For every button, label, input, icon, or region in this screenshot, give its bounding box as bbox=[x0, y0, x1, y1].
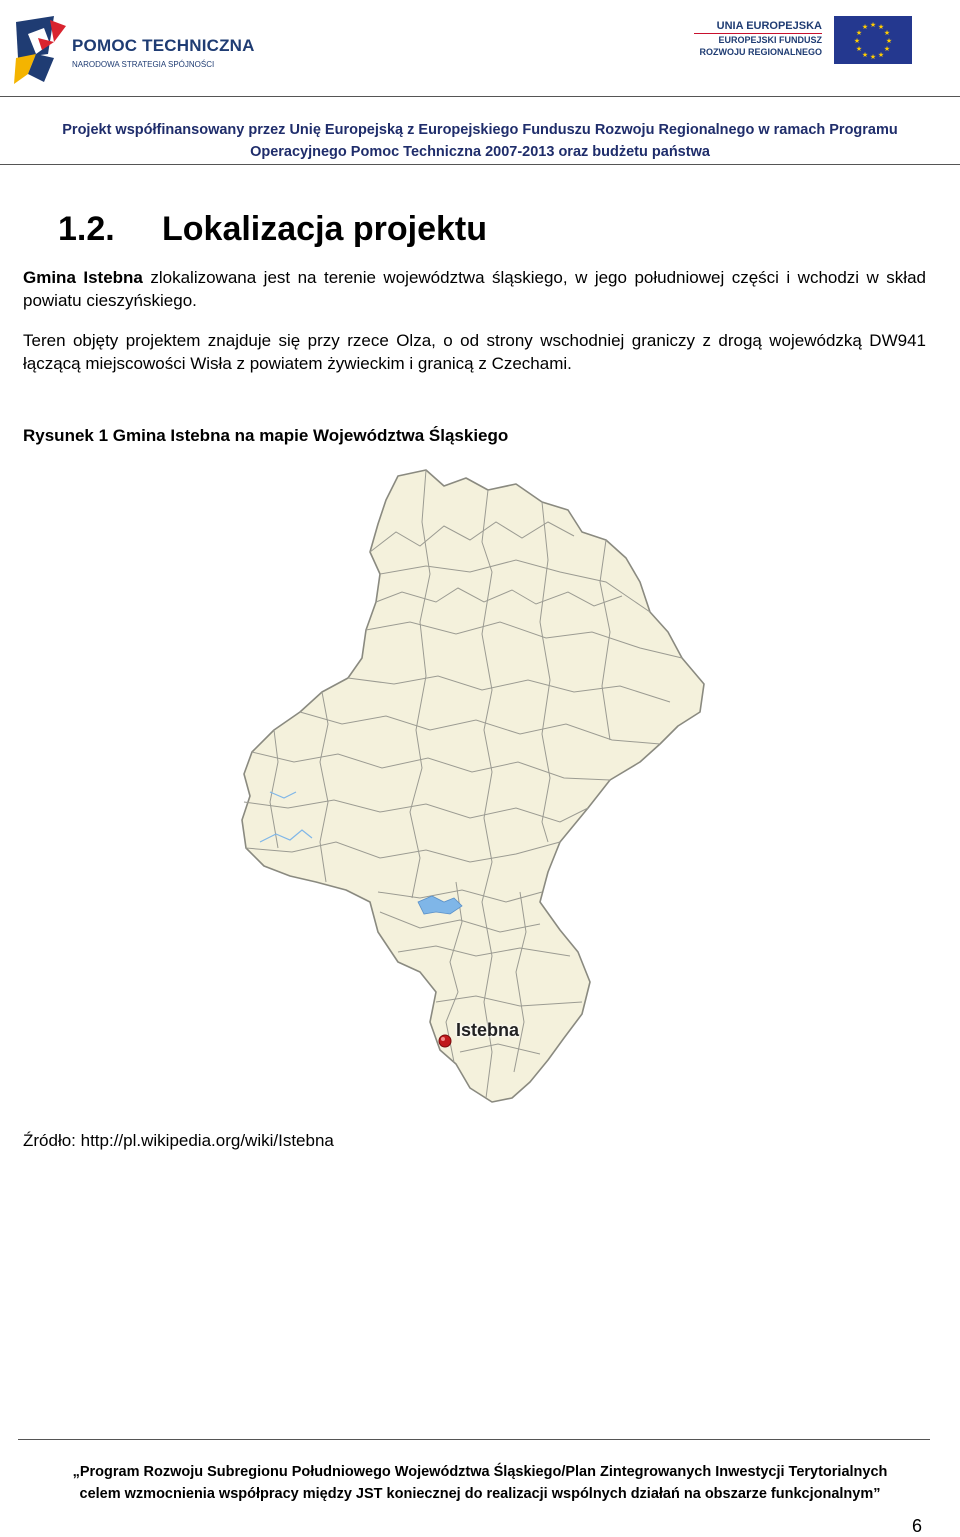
svg-text:★: ★ bbox=[883, 45, 891, 53]
map-label-istebna: Istebna bbox=[456, 1020, 520, 1040]
svg-text:★: ★ bbox=[877, 23, 885, 31]
svg-text:★: ★ bbox=[869, 21, 877, 29]
footer-program-note bbox=[0, 1461, 960, 1505]
section-number: 1.2. bbox=[58, 210, 115, 248]
page-number: 6 bbox=[912, 1516, 923, 1536]
paragraph-location-bold: Gmina Istebna bbox=[23, 268, 143, 287]
paragraph-area: Teren objęty projektem znajduje się przy rzece Olza, o od strony wschodniej graniczy z drogą wojewódzką DW941 łączącą miejscowości Wisła z powiatem żywieckim i granicą z Czechami. bbox=[23, 331, 926, 373]
section-heading bbox=[58, 210, 487, 249]
svg-text:★: ★ bbox=[855, 45, 863, 53]
eu-logo-line3: ROZWOJU REGIONALNEGO bbox=[699, 47, 822, 57]
istebna-marker-icon bbox=[439, 1035, 451, 1047]
svg-text:★: ★ bbox=[861, 51, 869, 59]
eu-logo bbox=[688, 16, 912, 66]
logo-left-subtitle: NARODOWA STRATEGIA SPÓJNOŚCI bbox=[72, 60, 215, 69]
paragraph-location-text: zlokalizowana jest na terenie województwa śląskiego, w jego południowej części i wchodzi w skład powiatu cieszyńskiego. bbox=[23, 268, 926, 310]
header-divider bbox=[0, 96, 960, 97]
figure-source: Źródło: http://pl.wikipedia.org/wiki/Istebna bbox=[23, 1131, 334, 1150]
header-cofinancing-note bbox=[0, 119, 960, 163]
header-line-1: Projekt współfinansowany przez Unię Europejską z Europejskiego Funduszu Rozwoju Regionalnego w ramach Programu bbox=[62, 122, 898, 138]
eu-flag-icon bbox=[834, 16, 912, 64]
svg-text:★: ★ bbox=[883, 29, 891, 37]
silesia-map bbox=[230, 462, 720, 1112]
eu-logo-line2: EUROPEJSKI FUNDUSZ bbox=[718, 35, 822, 45]
logo-left-title: POMOC TECHNICZNA bbox=[72, 36, 255, 55]
paragraph-location bbox=[23, 266, 926, 312]
svg-text:★: ★ bbox=[877, 51, 885, 59]
eu-logo-line1: UNIA EUROPEJSKA bbox=[716, 20, 822, 32]
svg-text:★: ★ bbox=[885, 37, 893, 45]
svg-text:★: ★ bbox=[869, 53, 877, 61]
eu-logo-divider bbox=[694, 33, 822, 34]
footer-line-2: celem wzmocnienia współpracy między JST koniecznej do realizacji wspólnych działań na obszarze funkcjonalnym” bbox=[79, 1486, 881, 1502]
footer-line-1: „Program Rozwoju Subregionu Południowego Województwa Śląskiego/Plan Zintegrowanych Inwestycji Terytorialnych bbox=[72, 1464, 888, 1480]
voivodeship-outline bbox=[242, 470, 704, 1102]
header-divider-bottom bbox=[0, 164, 960, 165]
svg-text:★: ★ bbox=[853, 37, 861, 45]
figure-caption: Rysunek 1 Gmina Istebna na mapie Województwa Śląskiego bbox=[23, 426, 509, 445]
pomoc-techniczna-emblem-icon bbox=[14, 14, 70, 86]
pomoc-techniczna-logo bbox=[14, 14, 255, 86]
footer-divider bbox=[18, 1439, 930, 1440]
svg-text:★: ★ bbox=[855, 29, 863, 37]
svg-text:★: ★ bbox=[861, 23, 869, 31]
header-line-2: Operacyjnego Pomoc Techniczna 2007-2013 oraz budżetu państwa bbox=[250, 144, 710, 160]
section-title: Lokalizacja projektu bbox=[162, 210, 487, 248]
